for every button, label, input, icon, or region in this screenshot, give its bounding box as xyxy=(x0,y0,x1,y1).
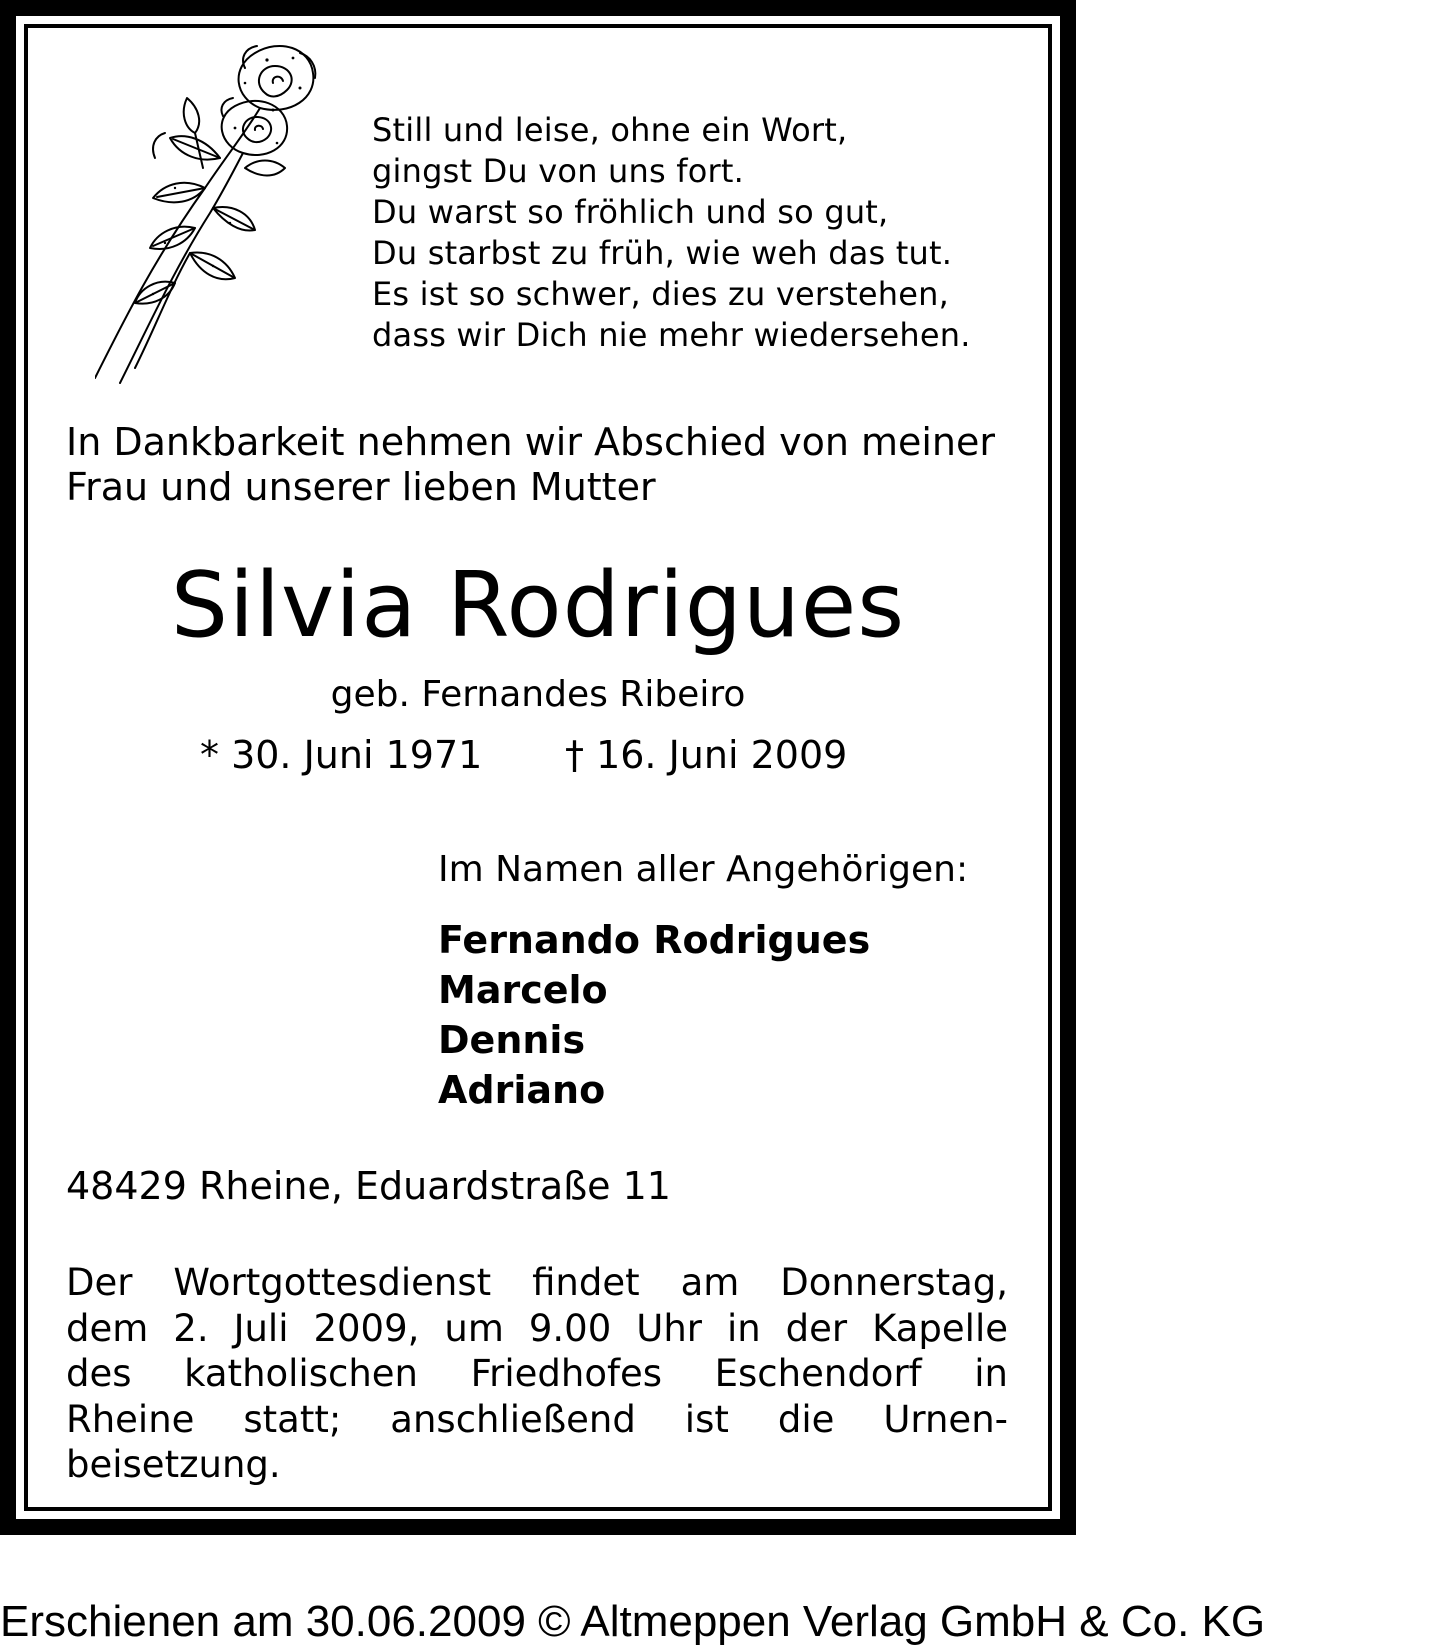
relative-name: Dennis xyxy=(438,1018,586,1062)
publication-credit: Erschienen am 30.06.2009 © Altmeppen Verlag GmbH & Co. KG xyxy=(0,1597,1266,1646)
address: 48429 Rheine, Eduardstraße 11 xyxy=(66,1164,671,1208)
poem-line: dass wir Dich nie mehr wiedersehen. xyxy=(372,316,971,354)
intro-line: In Dankbarkeit nehmen wir Abschied von meiner xyxy=(66,420,996,464)
death-date: † 16. Juni 2009 xyxy=(565,733,848,777)
poem-line: Still und leise, ohne ein Wort, xyxy=(372,111,848,149)
service-line: Der Wortgottesdienst findet am Donnerstag, xyxy=(66,1261,1008,1304)
deceased-name: Silvia Rodrigues xyxy=(170,553,906,658)
relative-name: Adriano xyxy=(438,1068,606,1112)
relative-name: Fernando Rodrigues xyxy=(438,918,871,962)
service-line: des katholischen Friedhofes Eschendorf in xyxy=(66,1352,1008,1395)
poem-line: gingst Du von uns fort. xyxy=(372,152,744,190)
poem xyxy=(372,110,1022,356)
service-line: beisetzung. xyxy=(66,1443,281,1486)
poem-line: Es ist so schwer, dies zu verstehen, xyxy=(372,275,949,313)
life-dates xyxy=(200,733,1000,777)
birth-date: * 30. Juni 1971 xyxy=(200,733,483,777)
poem-line: Du warst so fröhlich und so gut, xyxy=(372,193,889,231)
service-line: dem 2. Juli 2009, um 9.00 Uhr in der Kapelle xyxy=(66,1306,1008,1350)
relatives-heading: Im Namen aller Angehörigen: xyxy=(438,849,969,890)
poem-line: Du starbst zu früh, wie weh das tut. xyxy=(372,234,953,272)
service-line: Rheine statt; anschließend ist die Urnen- xyxy=(66,1397,1008,1441)
birth-name: geb. Fernandes Ribeiro xyxy=(330,674,746,715)
relative-name: Marcelo xyxy=(438,968,608,1012)
intro-line: Frau und unserer lieben Mutter xyxy=(66,465,656,509)
intro-text xyxy=(66,420,1016,510)
roses-icon xyxy=(95,38,330,398)
relatives-list xyxy=(438,915,870,1115)
service-info xyxy=(66,1260,1008,1488)
